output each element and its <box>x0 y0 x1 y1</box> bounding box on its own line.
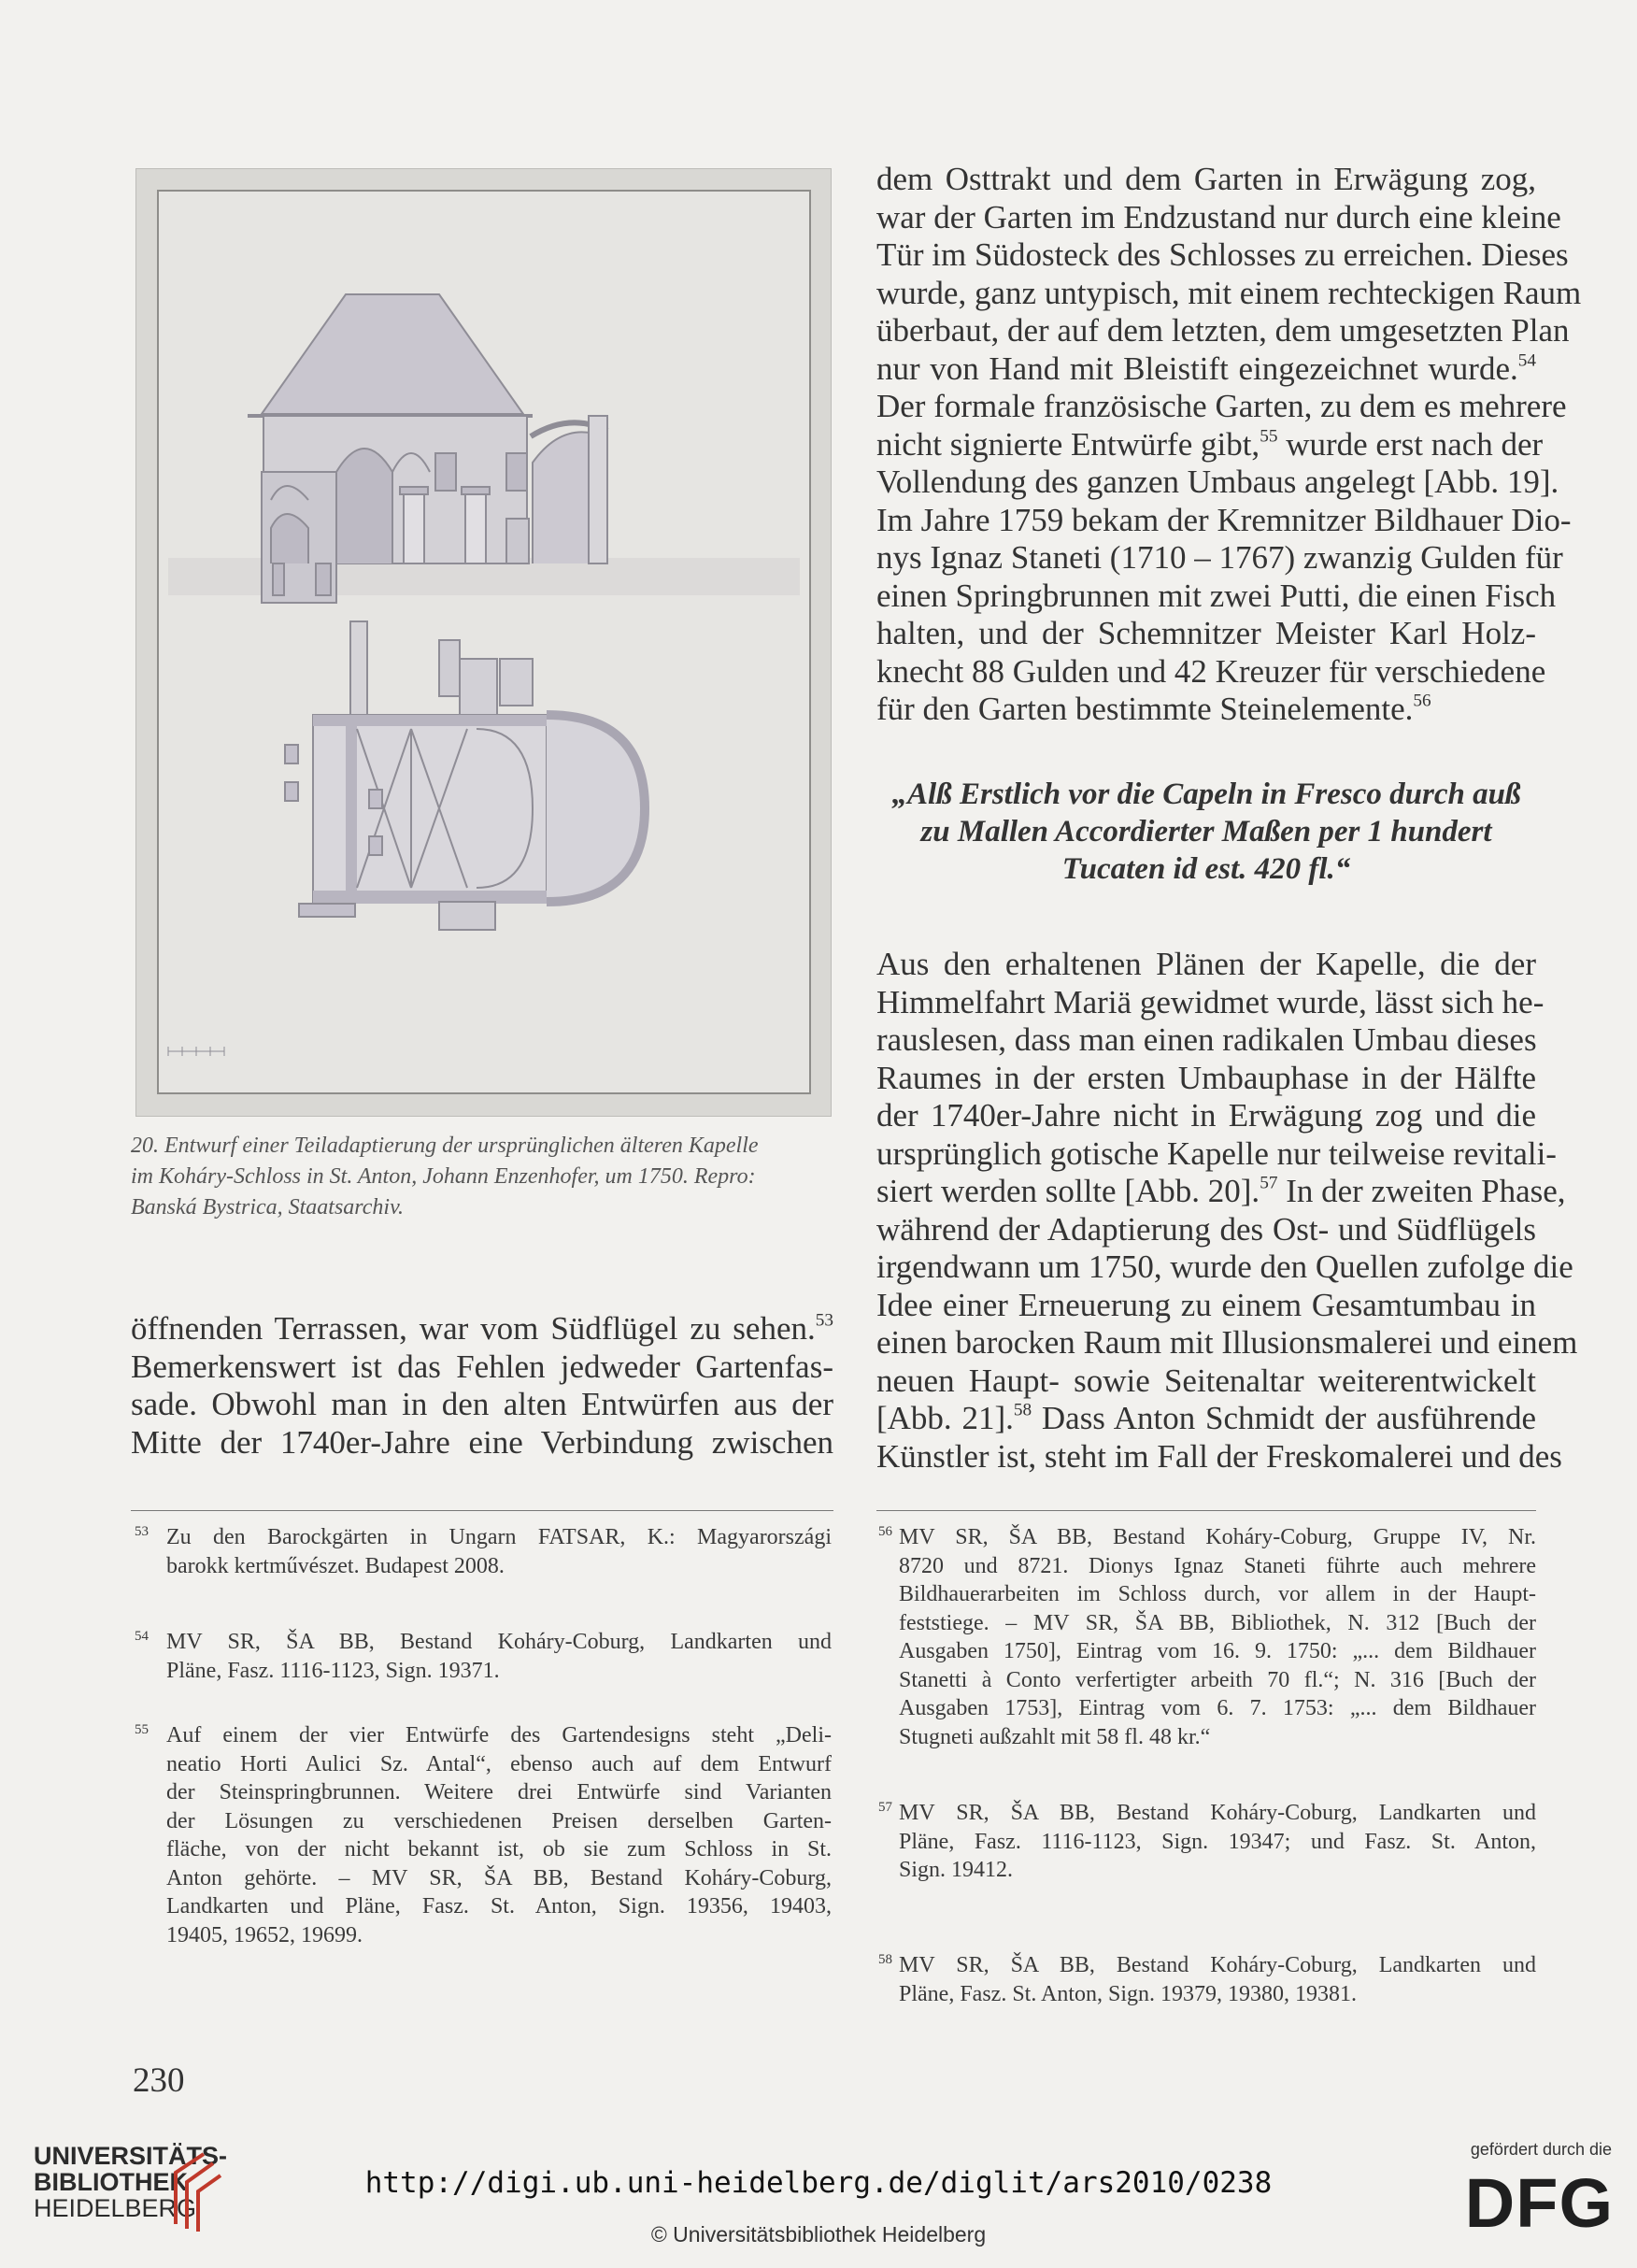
text-line: Bemerkenswert ist das Fehlen jedweder Gartenfas- <box>131 1348 833 1385</box>
text-fragment: nicht signierte Entwürfe gibt, <box>876 425 1260 463</box>
logo-line: BIBLIOTHEK <box>34 2168 188 2196</box>
text-line: sade. Obwohl man in den alten Entwürfen aus der <box>131 1386 833 1422</box>
footnote-line: MV SR, ŠA BB, Bestand Koháry-Coburg, Landkarten und <box>166 1630 832 1654</box>
text-line: einen Springbrunnen mit zwei Putti, die einen Fisch <box>876 577 1557 614</box>
section-quote-heading <box>876 776 1536 888</box>
footnote-ref: 58 <box>1013 1400 1032 1420</box>
text-line: Himmelfahrt Mariä gewidmet wurde, lässt sich he- <box>876 983 1544 1020</box>
footnote-number: 57 <box>878 1800 892 1815</box>
text-fragment: nur von Hand mit Bleistift eingezeichnet wurde. <box>876 349 1518 387</box>
text-line: Im Jahre 1759 bekam der Kremnitzer Bildhauer Dio- <box>876 501 1572 538</box>
footnote-line: fläche, von der nicht bekannt ist, ob sie zum Schloss in St. <box>166 1837 832 1861</box>
chapel-floorplan-drawing <box>159 192 809 1092</box>
footnote-ref: 57 <box>1260 1173 1278 1193</box>
figure-caption <box>131 1131 836 1223</box>
footnote-number: 58 <box>878 1952 892 1967</box>
text-line: Künstler ist, steht im Fall der Freskomalerei und des <box>876 1437 1562 1475</box>
text-line: einen barocken Raum mit Illusionsmalerei und einem <box>876 1324 1578 1361</box>
text-line: Der formale französische Garten, zu dem es mehrere <box>876 388 1567 424</box>
page-number: 230 <box>133 2061 185 2100</box>
footnote-line: feststiege. – MV SR, ŠA BB, Bibliothek, N. 312 [Buch der <box>899 1610 1536 1635</box>
footnote-line: 8720 und 8721. Dionys Ignaz Staneti führte auch mehrere <box>899 1553 1536 1578</box>
caption-line: Banská Bystrica, Staatsarchiv. <box>131 1195 404 1220</box>
footnote-57 <box>878 1799 1536 1885</box>
footnote-line: Anton gehörte. – MV SR, ŠA BB, Bestand Koháry-Coburg, <box>166 1865 832 1890</box>
footnote-line: Stugneti außzahlt mit 58 fl. 48 kr.“ <box>899 1724 1211 1749</box>
dfg-logo[interactable]: DFG <box>1464 2164 1614 2242</box>
footnote-line: MV SR, ŠA BB, Bestand Koháry-Coburg, Landkarten und <box>899 1801 1536 1825</box>
text-line: neuen Haupt- sowie Seitenaltar weiterentwickelt <box>876 1362 1536 1399</box>
text-line: war der Garten im Endzustand nur durch eine kleine <box>876 198 1561 235</box>
footnote-line: Ausgaben 1750], Eintrag vom 16. 9. 1750: „... dem Bildhauer <box>899 1639 1536 1663</box>
footnote-line: Stanetti à Conto verfertigter arbeith 70 fl.“; N. 316 [Buch der <box>899 1667 1536 1692</box>
footnote-line: barokk kertművészet. Budapest 2008. <box>166 1553 505 1578</box>
footnote-ref: 55 <box>1260 426 1278 447</box>
text-line: irgendwann um 1750, wurde den Quellen zufolge die <box>876 1248 1573 1285</box>
text-line: wurde, ganz untypisch, mit einem rechteckigen Raum <box>876 274 1582 311</box>
copyright-notice: © Universitätsbibliothek Heidelberg <box>650 2222 987 2247</box>
text-line: rauslesen, dass man einen radikalen Umbau dieses <box>876 1021 1537 1058</box>
right-column-paragraph-2 <box>876 946 1578 1476</box>
text-line: nys Ignaz Staneti (1710 – 1767) zwanzig Gulden für <box>876 539 1563 576</box>
text-fragment: öffnenden Terrassen, war vom Südflügel zu sehen. <box>131 1310 816 1347</box>
text-fragment: siert werden sollte [Abb. 20]. <box>876 1173 1260 1209</box>
footnote-line: neatio Horti Aulici Sz. Antal“, ebenso auch auf dem Entwurf <box>166 1751 832 1776</box>
text-line: Tür im Südosteck des Schlosses zu erreichen. Dieses <box>876 236 1569 273</box>
footnote-line: Pläne, Fasz. 1116-1123, Sign. 19347; und Fasz. St. Anton, <box>899 1829 1536 1854</box>
figure-20 <box>135 168 832 1117</box>
text-line <box>876 1400 1536 1438</box>
footnote-number: 54 <box>135 1629 149 1644</box>
caption-line: im Koháry-Schloss in St. Anton, Johann Enzenhofer, um 1750. Repro: <box>131 1164 756 1189</box>
text-line: Mitte der 1740er-Jahre eine Verbindung zwischen <box>131 1423 833 1461</box>
footnote-56 <box>878 1523 1536 1751</box>
right-column-paragraph-1 <box>876 161 1582 729</box>
footnote-line: Landkarten und Pläne, Fasz. St. Anton, Sign. 19356, 19403, <box>166 1894 832 1919</box>
footnote-54 <box>135 1628 832 1685</box>
text-fragment: für den Garten bestimmte Steinelemente. <box>876 691 1414 727</box>
footnote-number: 56 <box>878 1524 892 1539</box>
footnote-divider-right <box>876 1510 1536 1511</box>
footnote-number: 55 <box>135 1722 149 1737</box>
footnote-ref: 53 <box>815 1310 833 1331</box>
footnote-ref: 54 <box>1517 350 1536 371</box>
footnote-line: Pläne, Fasz. 1116-1123, Sign. 19371. <box>166 1658 500 1683</box>
footnote-line: Auf einem der vier Entwürfe des Gartendesigns steht „Deli- <box>166 1723 832 1747</box>
quote-line: Tucaten id est. 420 fl.“ <box>1061 852 1351 886</box>
text-fragment: wurde erst nach der <box>1277 425 1544 463</box>
footnote-53 <box>135 1523 832 1580</box>
text-line <box>131 1310 833 1348</box>
footnote-divider-left <box>131 1510 833 1511</box>
footnote-ref: 56 <box>1413 691 1431 711</box>
text-line: während der Adaptierung des Ost- und Südflügels <box>876 1210 1536 1248</box>
figure-drawing-sheet <box>157 190 811 1094</box>
funded-by-label: gefördert durch die <box>1470 2140 1612 2159</box>
permalink-url[interactable]: http://digi.ub.uni-heidelberg.de/diglit/ars2010/0238 <box>364 2166 1273 2200</box>
quote-line: zu Mallen Accordierter Maßen per 1 hundert <box>920 815 1492 849</box>
quote-line: „Alß Erstlich vor die Capeln in Fresco durch auß <box>891 777 1521 811</box>
footnote-number: 53 <box>135 1524 149 1539</box>
text-fragment: In der zweiten Phase, <box>1277 1173 1566 1209</box>
footnote-line: Bildhauerarbeiten im Schloss durch, vor allem in der Haupt- <box>899 1582 1536 1606</box>
footnote-line: MV SR, ŠA BB, Bestand Koháry-Coburg, Landkarten und <box>899 1953 1536 1977</box>
caption-line: 20. Entwurf einer Teiladaptierung der ursprünglichen älteren Kapelle <box>131 1134 759 1158</box>
footnote-55 <box>135 1721 832 1949</box>
text-fragment: Dass Anton Schmidt der ausführende <box>1032 1400 1536 1436</box>
text-line: Raumes in der ersten Umbauphase in der Hälfte <box>876 1059 1536 1096</box>
text-line <box>876 425 1544 464</box>
footnote-line: MV SR, ŠA BB, Bestand Koháry-Coburg, Gruppe IV, Nr. <box>899 1525 1536 1549</box>
footnote-line: 19405, 19652, 19699. <box>166 1922 363 1947</box>
logo-line: HEIDELBERG <box>34 2194 197 2222</box>
footnote-line: der Lösungen zu verschiedenen Preisen derselben Garten- <box>166 1808 832 1833</box>
footnote-line: Ausgaben 1753], Eintrag vom 6. 7. 1753: „... dem Bildhauer <box>899 1696 1536 1720</box>
text-line: Vollendung des ganzen Umbaus angelegt [Abb. 19]. <box>876 464 1559 500</box>
text-line <box>876 350 1536 389</box>
text-line: halten, und der Schemnitzer Meister Karl Holz- <box>876 615 1536 651</box>
footnote-line: Zu den Barockgärten in Ungarn FATSAR, K.: Magyarországi <box>166 1525 832 1549</box>
footnote-58 <box>878 1951 1536 2008</box>
footnote-line: Pläne, Fasz. St. Anton, Sign. 19379, 19380, 19381. <box>899 1981 1358 2006</box>
text-line: Idee einer Erneuerung zu einem Gesamtumbau in <box>876 1286 1536 1323</box>
text-line: überbaut, der auf dem letzten, dem umgesetzten Plan <box>876 312 1570 349</box>
text-line: knecht 88 Gulden und 42 Kreuzer für verschiedene <box>876 652 1546 690</box>
footnote-line: Sign. 19412. <box>899 1858 1014 1882</box>
footnote-line: der Steinspringbrunnen. Weitere drei Entwürfe sind Varianten <box>166 1780 832 1804</box>
text-fragment: [Abb. 21]. <box>876 1400 1014 1436</box>
left-column-paragraph <box>131 1310 833 1462</box>
text-line: dem Osttrakt und dem Garten in Erwägung zog, <box>876 161 1536 197</box>
logo-line: UNIVERSITÄTS- <box>34 2142 228 2170</box>
text-line <box>876 1173 1566 1211</box>
text-line <box>876 691 1536 729</box>
text-line: Aus den erhaltenen Plänen der Kapelle, die der <box>876 946 1536 982</box>
text-line: ursprünglich gotische Kapelle nur teilweise revitali- <box>876 1134 1557 1172</box>
text-line: der 1740er-Jahre nicht in Erwägung zog und die <box>876 1097 1536 1134</box>
